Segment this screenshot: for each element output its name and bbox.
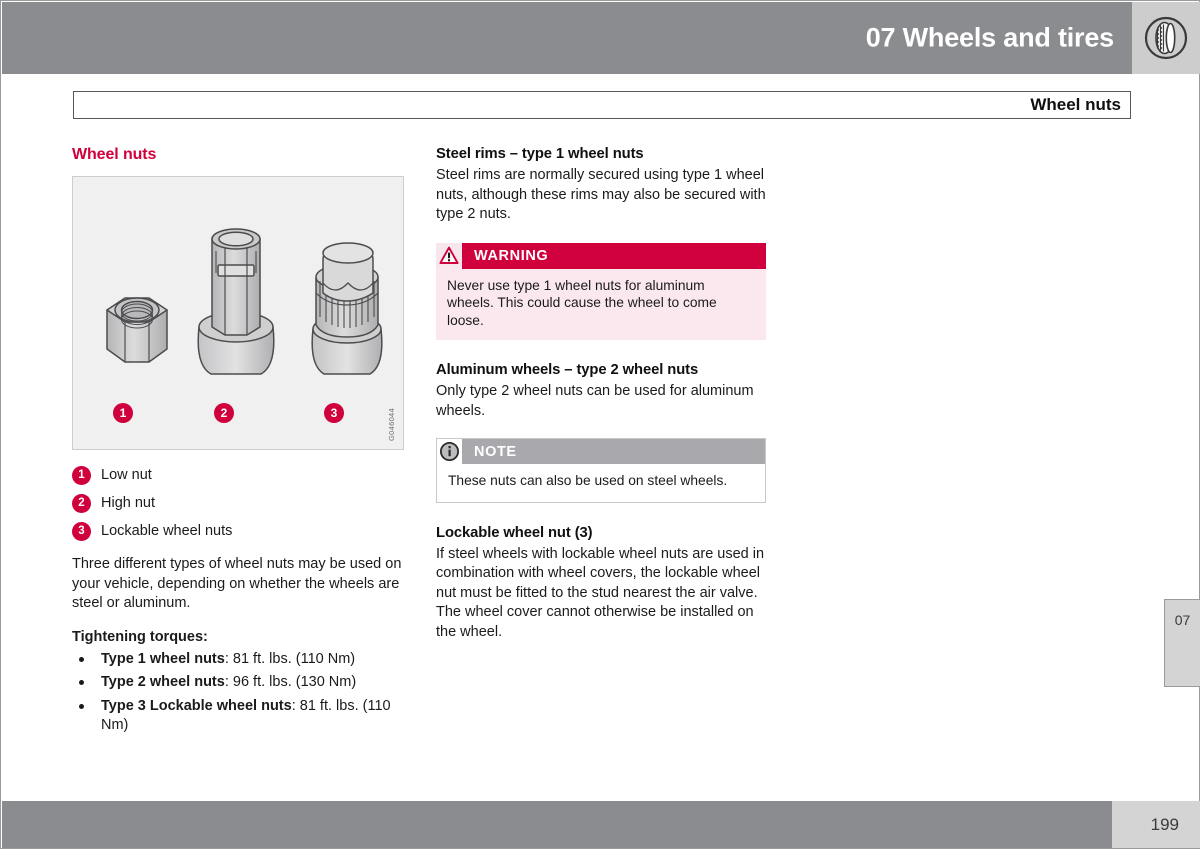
warning-triangle-icon — [436, 243, 462, 269]
page-footer — [2, 801, 1200, 848]
right-column — [436, 146, 766, 642]
bullet-icon — [79, 657, 84, 662]
page-title: Wheel nuts — [72, 146, 157, 163]
note-header — [437, 439, 765, 464]
bullet-icon — [79, 704, 84, 709]
figure-badge-2: 2 — [214, 403, 234, 423]
page-number: 199 — [1150, 814, 1179, 834]
aluminum-wheels-heading: Aluminum wheels – type 2 wheel nuts — [436, 362, 699, 378]
legend-badge-1: 1 — [72, 466, 91, 485]
chapter-side-tab-label: 07 — [1174, 612, 1191, 628]
steel-rims-heading: Steel rims – type 1 wheel nuts — [436, 146, 644, 162]
note-box — [436, 438, 766, 503]
steel-rims-body: Steel rims are normally secured using type 1 wheel nuts, although these rims may also be secured with type 2 nuts. — [436, 167, 766, 222]
legend-item — [72, 522, 405, 541]
figure-legend — [72, 466, 405, 541]
legend-item — [72, 466, 405, 485]
chapter-side-tab — [1164, 599, 1200, 687]
bullet-icon — [79, 680, 84, 685]
page-header — [2, 2, 1200, 74]
intro-paragraph: Three different types of wheel nuts may be used on your vehicle, depending on whether the wheels are steel or aluminum. — [72, 556, 402, 611]
torque-value: : 81 ft. lbs. (110 Nm) — [101, 697, 391, 733]
warning-body: Never use type 1 wheel nuts for aluminum wheels. This could cause the wheel to come loose. — [436, 269, 766, 341]
tightening-torques-heading: Tightening torques: — [72, 628, 208, 645]
section-title: Wheel nuts — [1030, 95, 1121, 114]
torque-term: Type 1 wheel nuts — [101, 650, 225, 667]
legend-label-3: Lockable wheel nuts — [101, 523, 233, 539]
section-title-bar — [73, 91, 1131, 119]
header-bar — [2, 2, 1132, 74]
footer-bar — [2, 801, 1112, 848]
legend-badge-2: 2 — [72, 494, 91, 513]
aluminum-wheels-body: Only type 2 wheel nuts can be used for aluminum wheels. — [436, 383, 754, 419]
torque-item — [72, 697, 405, 736]
torque-term: Type 2 wheel nuts — [101, 674, 225, 690]
figure-code: G046044 — [387, 408, 396, 441]
footer-page-container — [1112, 801, 1200, 848]
warning-label: WARNING — [474, 247, 549, 264]
tightening-torques-list — [72, 650, 405, 736]
chapter-icon-container — [1132, 2, 1200, 74]
legend-label-1: Low nut — [101, 467, 152, 483]
lockable-wheel-nut-heading: Lockable wheel nut (3) — [436, 524, 593, 541]
note-body: These nuts can also be used on steel wheels. — [437, 464, 765, 502]
torque-term: Type 3 Lockable wheel nuts — [101, 697, 292, 714]
info-circle-icon — [437, 439, 462, 464]
warning-box — [436, 243, 766, 341]
left-column — [72, 146, 405, 740]
torque-item — [72, 673, 405, 693]
legend-badge-3: 3 — [72, 522, 91, 541]
tire-icon — [1144, 16, 1188, 60]
note-label: NOTE — [474, 443, 517, 460]
legend-label-2: High nut — [101, 495, 156, 511]
torque-item — [72, 650, 405, 670]
torque-value: : 81 ft. lbs. (110 Nm) — [224, 650, 356, 667]
chapter-title: 07 Wheels and tires — [865, 22, 1114, 53]
wheel-nuts-figure — [72, 176, 404, 450]
figure-badge-1: 1 — [113, 403, 133, 423]
legend-item — [72, 494, 405, 513]
lockable-wheel-nut-body: If steel wheels with lockable wheel nuts are used in combination with wheel covers, the lockable wheel nut must be fitted to the stud nearest the air valve. The wheel cover cannot otherwise be installed on the wheel. — [436, 545, 765, 640]
torque-value: : 96 ft. lbs. (130 Nm) — [224, 674, 357, 690]
figure-badge-3: 3 — [324, 403, 344, 423]
warning-header — [436, 243, 766, 269]
